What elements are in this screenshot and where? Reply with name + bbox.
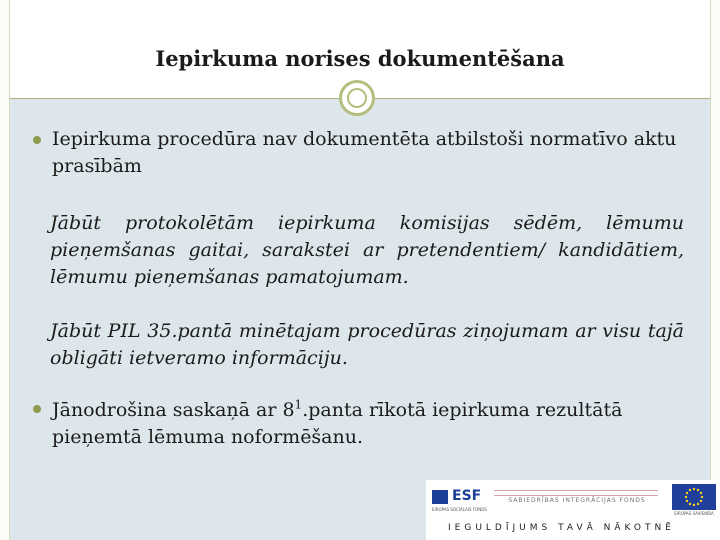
bullet-1-text: Iepirkuma procedūra nav dokumentēta atbilstoši normatīvo aktu prasībām bbox=[52, 128, 677, 177]
eu-logo-text: EIROPAS SAVIENĪBA bbox=[674, 511, 714, 516]
slogan-text: IEGULDĪJUMS TAVĀ NĀKOTNĒ bbox=[448, 523, 675, 533]
decorative-circle-inner bbox=[347, 88, 367, 108]
sif-logo-text: SABIEDRĪBAS INTEGRĀCIJAS FONDS bbox=[508, 497, 646, 504]
esf-logo-text: ESF bbox=[452, 488, 482, 504]
frame-right-border bbox=[710, 0, 711, 540]
paragraph-2: Jābūt PIL 35.pantā minētajam procedūras ziņojumam ar visu tajā obligāti ietveramo informāciju. bbox=[50, 320, 684, 369]
eu-logo bbox=[670, 484, 718, 514]
slide-title: Iepirkuma norises dokumentēšana bbox=[155, 46, 565, 71]
bullet-2-text-end: .panta rīkotā iepirkuma rezultātā pieņemtā lēmuma noformēšanu. bbox=[52, 399, 623, 448]
esf-flag-icon bbox=[432, 490, 448, 504]
esf-logo bbox=[430, 484, 488, 514]
bullet-dot-icon bbox=[33, 405, 41, 413]
sif-swash-icon bbox=[494, 490, 658, 496]
bullet-2-text-start: Jānodrošina saskaņā ar 8 bbox=[52, 399, 295, 421]
bullet-2-text bbox=[52, 397, 692, 451]
esf-logo-subtitle: EIROPAS SOCIĀLAIS FONDS bbox=[432, 507, 487, 512]
sif-logo bbox=[492, 486, 662, 514]
bullet-dot-icon bbox=[33, 136, 41, 144]
paragraph-1: Jābūt protokolētām iepirkuma komisijas sēdēm, lēmumu pieņemšanas gaitai, sarakstei ar pretendentiem/ kandidātiem, lēmumu pieņemšanas pamatojumam. bbox=[50, 212, 684, 288]
decorative-circle-icon bbox=[339, 80, 375, 116]
logo-bar bbox=[426, 480, 720, 540]
eu-flag-icon bbox=[672, 484, 716, 510]
bullet-2-superscript: 1 bbox=[294, 397, 303, 412]
